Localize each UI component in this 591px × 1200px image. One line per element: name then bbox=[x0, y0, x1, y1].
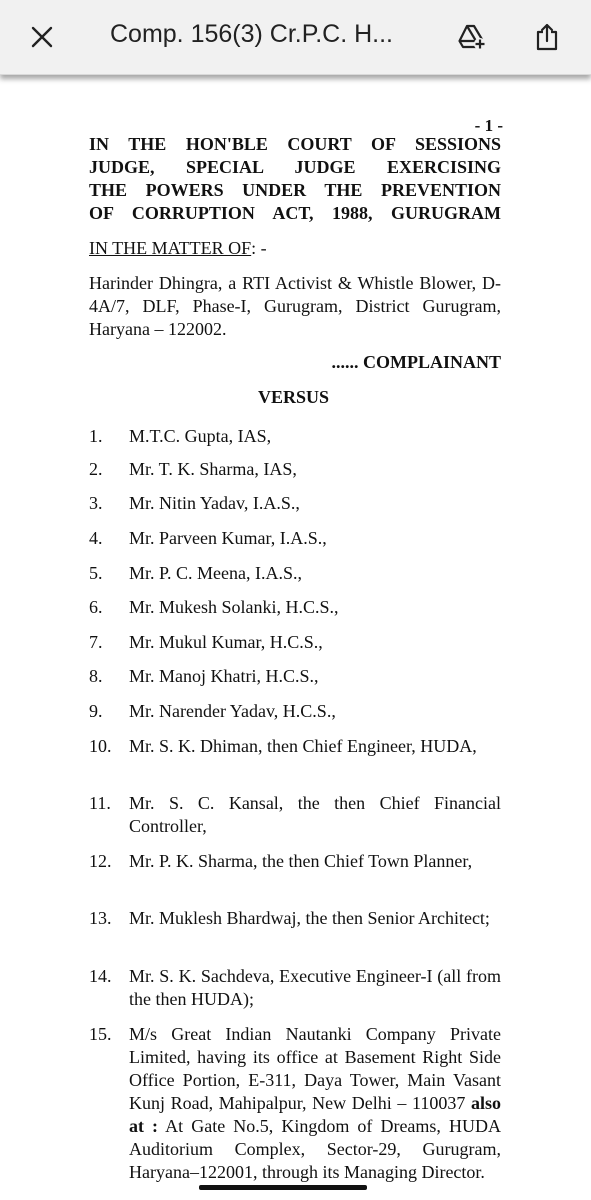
respondent-number: 7. bbox=[89, 632, 103, 652]
respondent-text-also: At Gate No.5, Kingdom of Dreams, HUDA Auditorium Complex, Sector-29, Gurugram, Haryana–122001, through its Managing Director. bbox=[129, 1116, 501, 1182]
respondent-number: 15. bbox=[89, 1024, 112, 1044]
respondent-text: Mr. Nitin Yadav, I.A.S., bbox=[129, 493, 300, 513]
annotation-underline bbox=[199, 1185, 367, 1190]
respondent-number: 4. bbox=[89, 528, 103, 548]
respondent-item bbox=[89, 965, 501, 1011]
close-button[interactable] bbox=[17, 12, 67, 62]
respondent-number: 2. bbox=[89, 459, 103, 479]
page-number: - 1 - bbox=[474, 116, 503, 135]
respondent-text: Mr. Parveen Kumar, I.A.S., bbox=[129, 528, 327, 548]
also-at-label: also at : bbox=[129, 1093, 501, 1136]
complainant-details: Harinder Dhingra, a RTI Activist & Whistle Blower, D-4A/7, DLF, Phase-I, Gurugram, District Gurugram, Haryana – 122002. bbox=[89, 273, 501, 339]
top-app-bar bbox=[0, 0, 591, 75]
respondent-text: Mr. P. C. Meena, I.A.S., bbox=[129, 563, 303, 583]
respondent-text: M.T.C. Gupta, IAS, bbox=[129, 426, 272, 446]
respondent-number: 11. bbox=[89, 793, 111, 813]
respondent-item bbox=[89, 700, 501, 723]
respondent-text: Mr. Muklesh Bhardwaj, the then Senior Architect; bbox=[129, 908, 490, 928]
respondent-text: Mr. P. K. Sharma, the then Chief Town Planner, bbox=[129, 851, 473, 871]
respondent-item bbox=[89, 562, 501, 585]
respondent-number: 1. bbox=[89, 426, 103, 446]
respondent-item bbox=[89, 792, 501, 838]
respondent-text: Mr. S. K. Sachdeva, Executive Engineer-I (all from the then HUDA); bbox=[129, 966, 501, 1009]
respondent-item bbox=[89, 907, 501, 930]
respondent-text: Mr. Manoj Khatri, H.C.S., bbox=[129, 666, 319, 686]
respondent-item bbox=[89, 527, 501, 550]
respondent-number: 5. bbox=[89, 563, 103, 583]
court-heading bbox=[89, 133, 501, 225]
court-heading-line: THE POWERS UNDER THE PREVENTION bbox=[89, 180, 501, 200]
respondent-text: Mr. Narender Yadav, H.C.S., bbox=[129, 701, 336, 721]
add-to-drive-icon bbox=[457, 23, 487, 51]
respondent-text: Mr. T. K. Sharma, IAS, bbox=[129, 459, 297, 479]
respondent-item bbox=[89, 631, 501, 654]
respondent-number: 12. bbox=[89, 851, 112, 871]
document-page[interactable] bbox=[0, 76, 591, 1200]
matter-label: IN THE MATTER OF bbox=[89, 238, 252, 258]
respondent-item bbox=[89, 458, 501, 481]
respondent-item bbox=[89, 735, 501, 758]
respondent-item bbox=[89, 425, 501, 448]
matter-suffix: : - bbox=[251, 238, 267, 258]
respondent-item bbox=[89, 596, 501, 619]
respondent-number: 6. bbox=[89, 597, 103, 617]
matter-heading bbox=[89, 237, 267, 260]
share-button[interactable] bbox=[522, 12, 572, 62]
respondent-number: 9. bbox=[89, 701, 103, 721]
court-heading-line: OF CORRUPTION ACT, 1988, GURUGRAM bbox=[89, 203, 501, 223]
respondent-text: Mr. S. K. Dhiman, then Chief Engineer, HUDA, bbox=[129, 736, 477, 756]
respondent-number: 14. bbox=[89, 966, 112, 986]
share-icon bbox=[535, 23, 559, 51]
close-icon bbox=[30, 25, 54, 49]
respondent-number: 10. bbox=[89, 736, 112, 756]
respondent-item bbox=[89, 850, 501, 873]
document-title: Comp. 156(3) Cr.P.C. H... bbox=[110, 20, 393, 48]
court-heading-line: JUDGE, SPECIAL JUDGE EXERCISING bbox=[89, 157, 501, 177]
respondent-number: 13. bbox=[89, 908, 112, 928]
respondent-item bbox=[89, 665, 501, 688]
respondent-item bbox=[89, 1023, 501, 1184]
complainant-role-label: ...... COMPLAINANT bbox=[331, 352, 501, 372]
versus-heading: VERSUS bbox=[258, 387, 330, 407]
respondent-text: Mr. Mukesh Solanki, H.C.S., bbox=[129, 597, 339, 617]
respondent-number: 8. bbox=[89, 666, 103, 686]
respondent-item bbox=[89, 492, 501, 515]
add-to-drive-button[interactable] bbox=[447, 12, 497, 62]
respondent-text-main: M/s Great Indian Nautanki Company Private Limited, having its office at Basement Right Side Office Portion, E-311, Daya Tower, Main Vasant Kunj Road, Mahipalpur, New Delhi – 110037 bbox=[129, 1024, 501, 1113]
respondent-text bbox=[129, 1023, 501, 1184]
court-heading-line: IN THE HON'BLE COURT OF SESSIONS bbox=[89, 134, 501, 154]
respondent-number: 3. bbox=[89, 493, 103, 513]
respondent-text: Mr. Mukul Kumar, H.C.S., bbox=[129, 632, 323, 652]
respondent-text: Mr. S. C. Kansal, the then Chief Financial Controller, bbox=[129, 793, 501, 836]
